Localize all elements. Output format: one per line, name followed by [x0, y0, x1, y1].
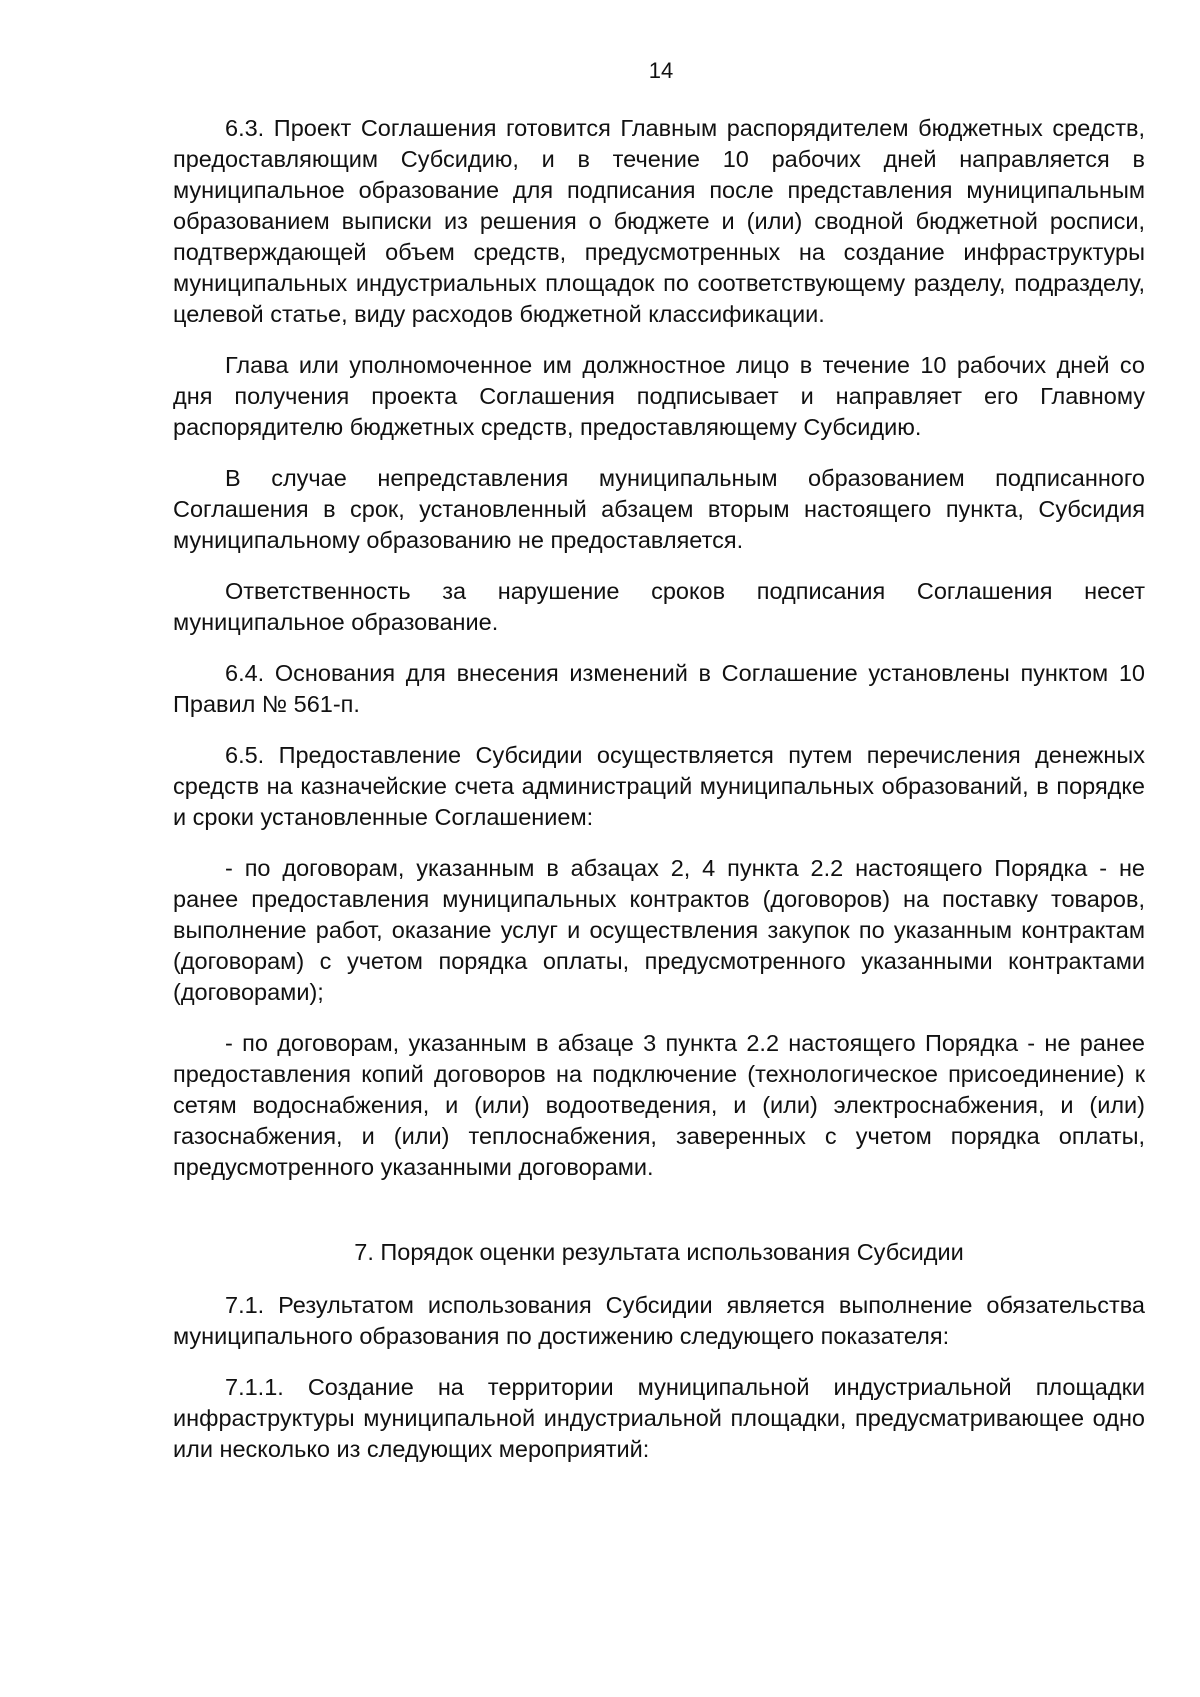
list-item-contracts-3: - по договорам, указанным в абзаце 3 пункта 2.2 настоящего Порядка - не ранее предоставления копий договоров на подключение (технологическое присоединение) к сетям водоснабжения, и (или) водоотведения, и (или) электроснабжения, и (или) газоснабжения, и (или) теплоснабжения, заверенных с учетом порядка оплаты, предусмотренного указанными договорами. [173, 1030, 1145, 1180]
list-item-contracts-2-4: - по договорам, указанным в абзацах 2, 4 пункта 2.2 настоящего Порядка - не ранее предоставления муниципальных контрактов (договоров) на поставку товаров, выполнение работ, оказание услуг и осуществления закупок по указанным контрактам (договорам) с учетом порядка оплаты, предусмотренного указанными контрактами (договорами); [173, 855, 1145, 1005]
paragraph-7-1-1: 7.1.1. Создание на территории муниципальной индустриальной площадки инфраструктуры муниципальной индустриальной площадки, предусматривающее одно или несколько из следующих мероприятий: [173, 1374, 1145, 1462]
page-number: 14 [648, 58, 674, 83]
document-body [173, 113, 1145, 1485]
paragraph-responsibility: Ответственность за нарушение сроков подписания Соглашения несет муниципальное образование. [173, 578, 1145, 635]
paragraph-signing: Глава или уполномоченное им должностное лицо в течение 10 рабочих дней со дня получения проекта Соглашения подписывает и направляет его Главному распорядителю бюджетных средств, предоставляющему Субсидию. [173, 352, 1145, 440]
paragraph-6-3: 6.3. Проект Соглашения готовится Главным распорядителем бюджетных средств, предоставляющим Субсидию, и в течение 10 рабочих дней направляется в муниципальное образование для подписания после представления муниципальным образованием выписки из решения о бюджете и (или) сводной бюджетной росписи, подтверждающей объем средств, предусмотренных на создание инфраструктуры муниципальных индустриальных площадок по соответствующему разделу, подразделу, целевой статье, виду расходов бюджетной классификации. [173, 115, 1145, 327]
paragraph-7-1: 7.1. Результатом использования Субсидии является выполнение обязательства муниципального образования по достижению следующего показателя: [173, 1292, 1145, 1349]
paragraph-6-4: 6.4. Основания для внесения изменений в Соглашение установлены пунктом 10 Правил № 561-п. [173, 660, 1145, 717]
paragraph-6-5: 6.5. Предоставление Субсидии осуществляется путем перечисления денежных средств на казначейские счета администраций муниципальных образований, в порядке и сроки установленные Соглашением: [173, 742, 1145, 830]
paragraph-non-submission: В случае непредставления муниципальным образованием подписанного Соглашения в срок, установленный абзацем вторым настоящего пункта, Субсидия муниципальному образованию не предоставляется. [173, 465, 1145, 553]
section-title-7: 7. Порядок оценки результата использования Субсидии [354, 1239, 964, 1265]
